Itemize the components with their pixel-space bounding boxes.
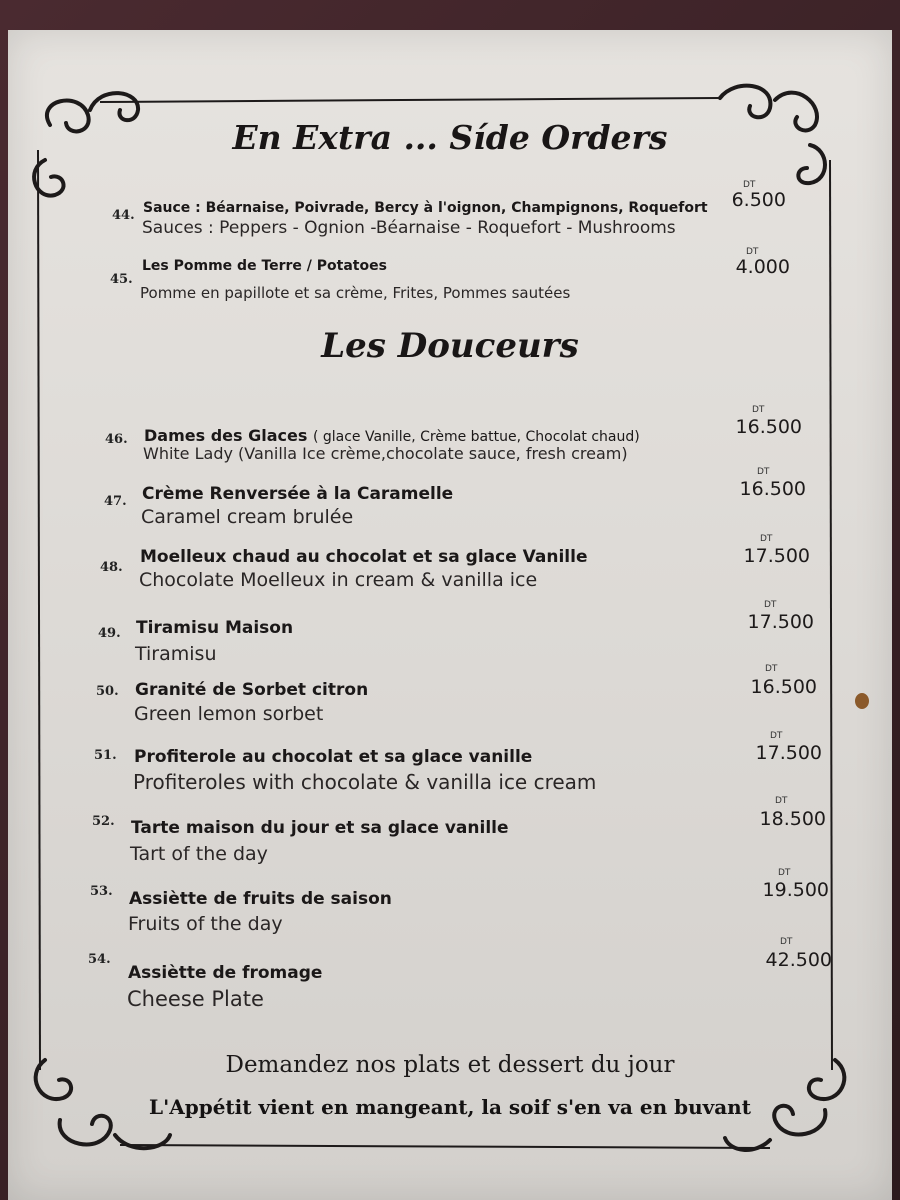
item-price: 16.500 xyxy=(750,676,817,698)
item-price: 16.500 xyxy=(739,478,806,500)
item-name-fr: Sauce : Béarnaise, Poivrade, Bercy à l'oignon, Champignons, Roquefort xyxy=(143,200,708,216)
item-price: 17.500 xyxy=(743,545,810,567)
item-number: 46. xyxy=(105,432,128,447)
item-price: 18.500 xyxy=(759,808,826,830)
item-name-en: Tart of the day xyxy=(130,843,268,865)
item-name-en: Pomme en papillote et sa crème, Frites, Pommes sautées xyxy=(140,284,571,302)
currency-label: DT xyxy=(770,731,783,741)
item-price: 19.500 xyxy=(762,879,829,901)
item-number: 47. xyxy=(104,494,127,509)
side-orders-title: En Extra ... Síde Orders xyxy=(232,118,668,157)
currency-label: DT xyxy=(746,247,759,257)
item-price: 4.000 xyxy=(735,256,790,278)
item-name-fr-main: Dames des Glaces xyxy=(144,426,308,445)
item-name-fr xyxy=(144,426,640,445)
footer-note: Demandez nos plats et dessert du jour xyxy=(225,1052,675,1078)
item-number: 54. xyxy=(88,952,111,967)
currency-label: DT xyxy=(780,937,793,947)
item-name-fr: Moelleux chaud au chocolat et sa glace Vanille xyxy=(140,547,588,567)
stain-mark xyxy=(855,693,869,709)
item-name-en: Tiramisu xyxy=(135,643,217,665)
item-price: 16.500 xyxy=(735,416,802,438)
item-name-en: White Lady (Vanilla Ice crème,chocolate sauce, fresh cream) xyxy=(143,444,628,463)
item-name-fr: Crème Renversée à la Caramelle xyxy=(142,484,454,504)
item-name-fr: Assiètte de fruits de saison xyxy=(129,889,392,909)
item-name-en: Fruits of the day xyxy=(128,913,283,935)
desserts-title: Les Douceurs xyxy=(321,326,579,366)
currency-label: DT xyxy=(778,868,791,878)
item-name-en: Profiteroles with chocolate & vanilla ice cream xyxy=(133,770,597,794)
item-name-fr: Profiterole au chocolat et sa glace vanille xyxy=(134,747,533,767)
item-name-en: Green lemon sorbet xyxy=(134,703,324,725)
item-name-fr: Tarte maison du jour et sa glace vanille xyxy=(131,818,509,838)
item-name-fr: Granité de Sorbet citron xyxy=(135,680,369,700)
footer-motto: L'Appétit vient en mangeant, la soif s'en va en buvant xyxy=(149,1095,751,1119)
currency-label: DT xyxy=(757,467,770,477)
currency-label: DT xyxy=(764,600,777,610)
item-number: 45. xyxy=(110,272,133,287)
currency-label: DT xyxy=(743,180,756,190)
item-price: 6.500 xyxy=(731,189,786,211)
currency-label: DT xyxy=(752,405,765,415)
item-name-fr: Les Pomme de Terre / Potatoes xyxy=(142,258,387,274)
item-name-en: Cheese Plate xyxy=(127,987,264,1011)
item-price: 17.500 xyxy=(755,742,822,764)
item-name-en: Caramel cream brulée xyxy=(141,506,354,528)
item-name-en: Sauces : Peppers - Ognion -Béarnaise - Roquefort - Mushrooms xyxy=(142,218,676,238)
item-name-fr: Tiramisu Maison xyxy=(136,618,294,638)
item-number: 51. xyxy=(94,748,117,763)
item-name-en: Chocolate Moelleux in cream & vanilla ice xyxy=(139,569,538,591)
item-name-fr-detail: ( glace Vanille, Crème battue, Chocolat chaud) xyxy=(312,429,640,445)
item-name-fr: Assiètte de fromage xyxy=(128,963,323,983)
currency-label: DT xyxy=(760,534,773,544)
item-number: 50. xyxy=(96,684,119,699)
item-price: 17.500 xyxy=(747,611,814,633)
item-number: 44. xyxy=(112,208,135,223)
item-number: 53. xyxy=(90,884,113,899)
item-number: 52. xyxy=(92,814,115,829)
currency-label: DT xyxy=(775,796,788,806)
item-number: 49. xyxy=(98,626,121,641)
currency-label: DT xyxy=(765,664,778,674)
item-price: 42.500 xyxy=(765,949,832,971)
item-number: 48. xyxy=(100,560,123,575)
